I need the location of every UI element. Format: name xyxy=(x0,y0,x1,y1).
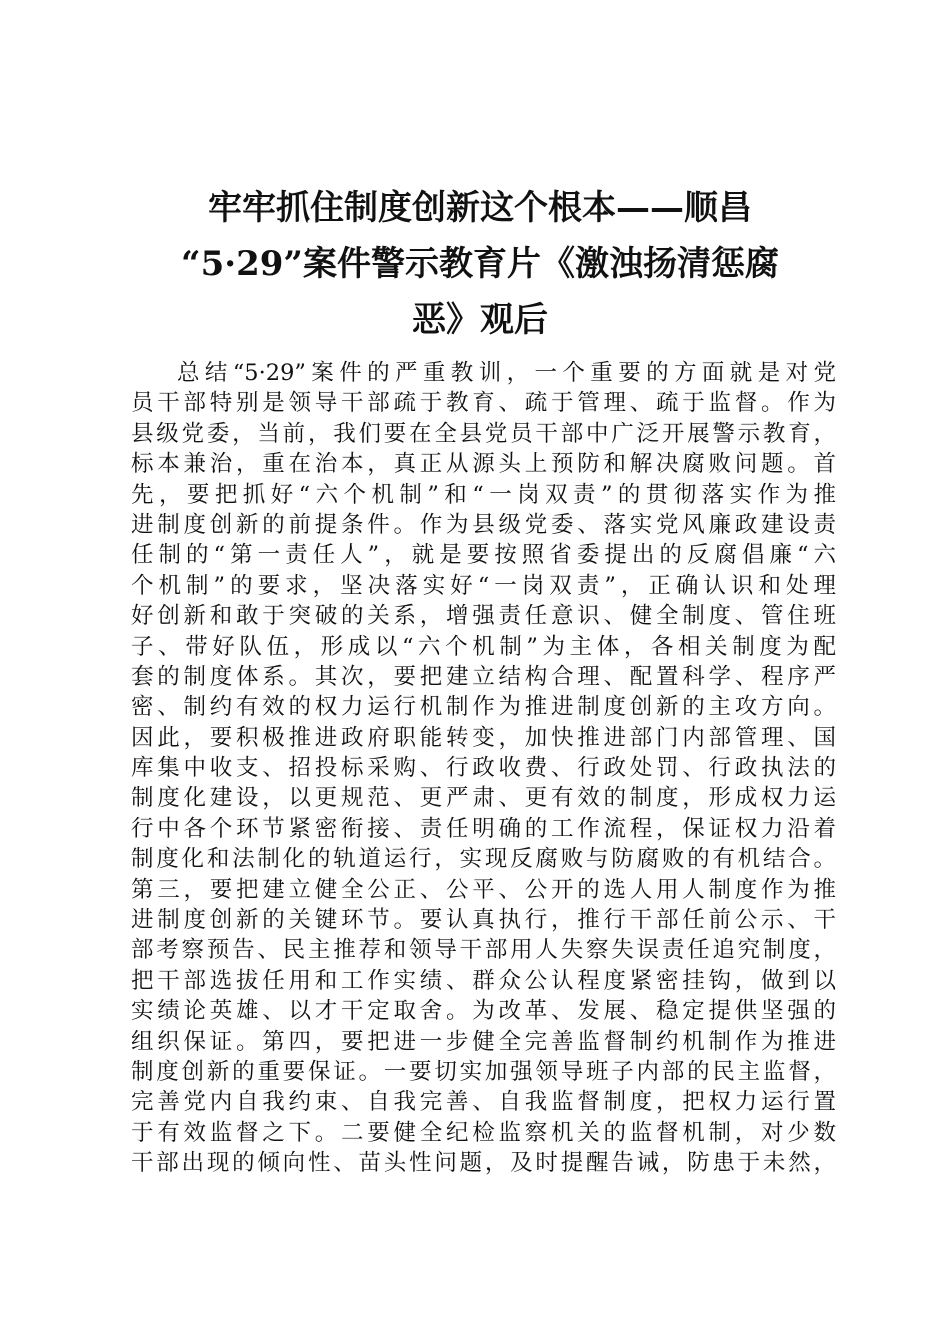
body-line: 进制度创新的前提条件。作为县级党委、落实党风廉政建设责 xyxy=(131,511,836,538)
title-line-3: 恶》观后 xyxy=(412,300,548,340)
document-title xyxy=(130,180,830,348)
body-line: 完善党内自我约束、自我完善、自我监督制度，把权力运行置 xyxy=(131,1089,836,1116)
body-line: 个机制”的要求，坚决落实好“一岗双责”，正确认识和处理 xyxy=(131,572,836,599)
body-line: 员干部特别是领导干部疏于教育、疏于管理、疏于监督。作为 xyxy=(131,390,836,417)
body-line: 制度创新的重要保证。一要切实加强领导班子内部的民主监督， xyxy=(131,1058,836,1085)
body-line: 因此，要积极推进政府职能转变，加快推进部门内部管理、国 xyxy=(131,724,836,751)
title-line-2: “5·29”案件警示教育片《激浊扬清惩腐 xyxy=(181,244,779,284)
body-line: 任制的“第一责任人”，就是要按照省委提出的反腐倡廉“六 xyxy=(131,542,836,569)
body-line: 密、制约有效的权力运行机制作为推进制度创新的主攻方向。 xyxy=(131,694,836,721)
body-line: 干部出现的倾向性、苗头性问题，及时提醒告诫，防患于未然， xyxy=(131,1150,836,1177)
body-line: 标本兼治，重在治本，真正从源头上预防和解决腐败问题。首 xyxy=(131,451,836,478)
body-line: 套的制度体系。其次，要把建立结构合理、配置科学、程序严 xyxy=(131,663,836,690)
body-line: 进制度创新的关键环节。要认真执行，推行干部任前公示、干 xyxy=(131,907,836,934)
body-line: 部考察预告、民主推荐和领导干部用人失察失误责任追究制度， xyxy=(131,937,836,964)
body-line: 组织保证。第四，要把进一步健全完善监督制约机制作为推进 xyxy=(131,1028,836,1055)
body-line: 实绩论英雄、以才干定取舍。为改革、发展、稳定提供坚强的 xyxy=(131,998,836,1025)
title-line-1: 牢牢抓住制度创新这个根本——顺昌 xyxy=(208,188,752,228)
body-line: 好创新和敢于突破的关系，增强责任意识、健全制度、管住班 xyxy=(131,603,836,630)
body-line: 制度化建设，以更规范、更严肃、更有效的制度，形成权力运 xyxy=(131,785,836,812)
body-line: 行中各个环节紧密衔接、责任明确的工作流程，保证权力沿着 xyxy=(131,815,836,842)
body-line: 总结“5·29”案件的严重教训，一个重要的方面就是对党 xyxy=(177,360,836,386)
body-line: 子、带好队伍，形成以“六个机制”为主体，各相关制度为配 xyxy=(131,633,836,660)
body-line: 县级党委，当前，我们要在全县党员干部中广泛开展警示教育， xyxy=(131,420,836,447)
body-line: 先，要把抓好“六个机制”和“一岗双责”的贯彻落实作为推 xyxy=(131,481,836,508)
body-line: 第三，要把建立健全公正、公平、公开的选人用人制度作为推 xyxy=(131,876,836,903)
body-line: 制度化和法制化的轨道运行，实现反腐败与防腐败的有机结合。 xyxy=(131,846,836,873)
body-line: 库集中收支、招投标采购、行政收费、行政处罚、行政执法的 xyxy=(131,755,836,782)
document-body xyxy=(131,358,836,1179)
body-line: 把干部选拔任用和工作实绩、群众公认程度紧密挂钩，做到以 xyxy=(131,967,836,994)
body-line: 于有效监督之下。二要健全纪检监察机关的监督机制，对少数 xyxy=(131,1119,836,1146)
